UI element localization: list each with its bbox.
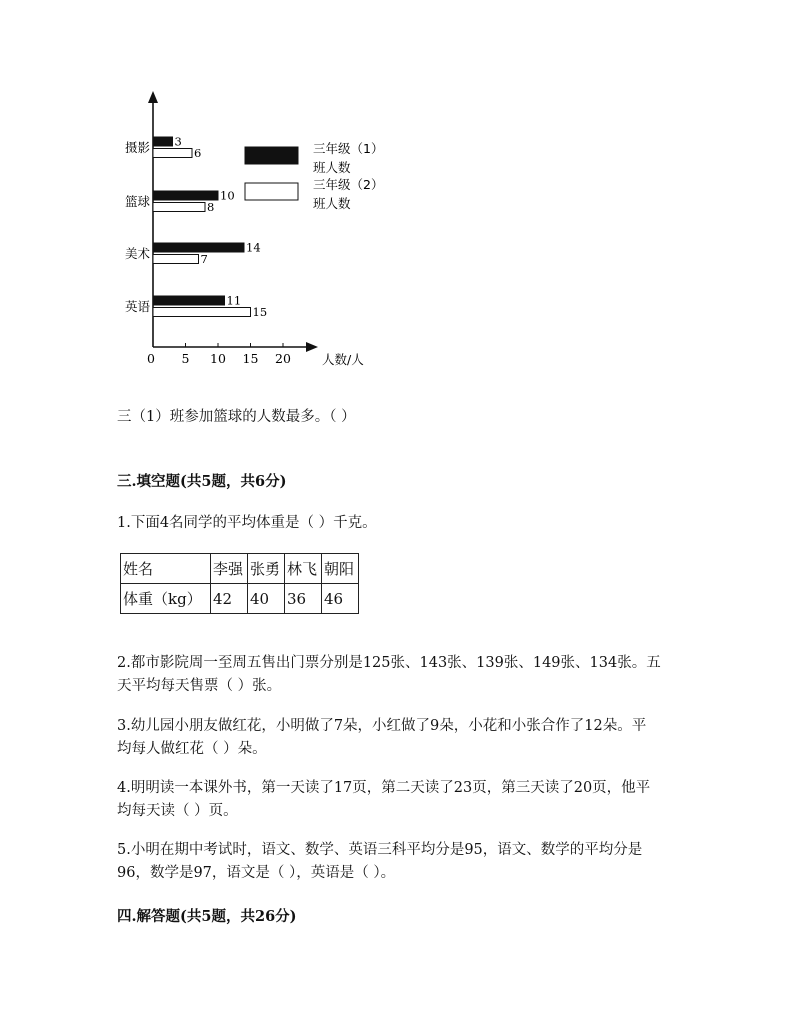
question-2-line-1: 2.都市影院周一至周五售出门票分别是125张、143张、139张、149张、134张。五 <box>117 655 661 671</box>
data-label: 10 <box>220 188 235 203</box>
x-tick-label: 10 <box>210 351 226 366</box>
question-3-line-1: 3.幼儿园小朋友做红花，小明做了7朵，小红做了9朵，小花和小张合作了12朵。平 <box>117 718 647 734</box>
question-4 <box>117 777 687 822</box>
table-cell: 体重（kg） <box>121 584 211 614</box>
section-3-title: 三.填空题(共5题，共6分) <box>117 473 287 490</box>
table-cell: 40 <box>248 584 285 614</box>
legend-label: 三年级（2） <box>313 177 384 192</box>
data-label: 8 <box>207 200 215 214</box>
bar-class2 <box>153 255 199 264</box>
question-4-line-1: 4.明明读一本课外书，第一天读了17页，第二天读了23页，第三天读了20页，他平 <box>117 780 651 796</box>
table-cell: 李强 <box>211 554 248 584</box>
question-5-line-2: 96，数学是97，语文是（ ），英语是（ ）。 <box>117 864 396 881</box>
bar-class2 <box>153 203 205 212</box>
table-header-row <box>121 554 359 584</box>
legend-label: 班人数 <box>313 160 351 175</box>
bar-class1 <box>153 296 225 305</box>
table-cell: 朝阳 <box>322 554 359 584</box>
legend-swatch <box>245 147 298 164</box>
x-axis-label: 人数/人 <box>322 352 364 367</box>
legend-label: 三年级（1） <box>313 141 384 156</box>
bar-class1 <box>153 243 244 252</box>
data-label: 15 <box>252 305 268 319</box>
data-label: 11 <box>226 293 242 308</box>
legend-swatch <box>245 183 298 200</box>
table-cell: 林飞 <box>285 554 322 584</box>
judge-question: 三（1）班参加篮球的人数最多。（ ） <box>117 409 356 425</box>
question-2 <box>117 652 687 697</box>
table-cell: 姓名 <box>121 554 211 584</box>
data-label: 6 <box>194 146 202 160</box>
table-cell: 42 <box>211 584 248 614</box>
bar-class2 <box>153 308 251 317</box>
category-label: 篮球 <box>124 194 150 209</box>
x-tick-label: 5 <box>181 351 190 366</box>
data-label: 14 <box>246 240 261 255</box>
section-4-title: 四.解答题(共5题，共26分) <box>117 908 297 925</box>
question-1: 1.下面4名同学的平均体重是（ ）千克。 <box>117 515 377 531</box>
question-5-line-1: 5.小明在期中考试时，语文、数学、英语三科平均分是95，语文、数学的平均分是 <box>117 842 643 858</box>
bar-chart <box>110 85 410 375</box>
bar-class2 <box>153 149 192 158</box>
question-5 <box>117 839 687 884</box>
category-label: 英语 <box>124 299 150 314</box>
bar-class1 <box>153 137 173 146</box>
question-4-line-2: 均每天读（ ）页。 <box>117 802 238 819</box>
category-label: 美术 <box>124 246 150 261</box>
x-tick-label: 0 <box>147 351 155 366</box>
bar-class1 <box>153 191 218 200</box>
table-cell: 46 <box>322 584 359 614</box>
table-row <box>121 584 359 614</box>
data-label: 7 <box>200 252 208 266</box>
x-tick-label: 20 <box>275 351 291 366</box>
table-cell: 36 <box>285 584 322 614</box>
category-label: 摄影 <box>124 140 150 155</box>
table-cell: 张勇 <box>248 554 285 584</box>
weight-table <box>120 553 359 614</box>
question-3 <box>117 715 687 760</box>
data-label: 3 <box>174 134 182 149</box>
question-3-line-2: 均每人做红花（ ）朵。 <box>117 740 267 757</box>
x-axis-arrow <box>306 342 318 352</box>
y-axis-arrow <box>148 91 158 103</box>
x-tick-label: 15 <box>242 351 259 366</box>
legend-label: 班人数 <box>313 196 351 211</box>
question-2-line-2: 天平均每天售票（ ）张。 <box>117 677 282 694</box>
